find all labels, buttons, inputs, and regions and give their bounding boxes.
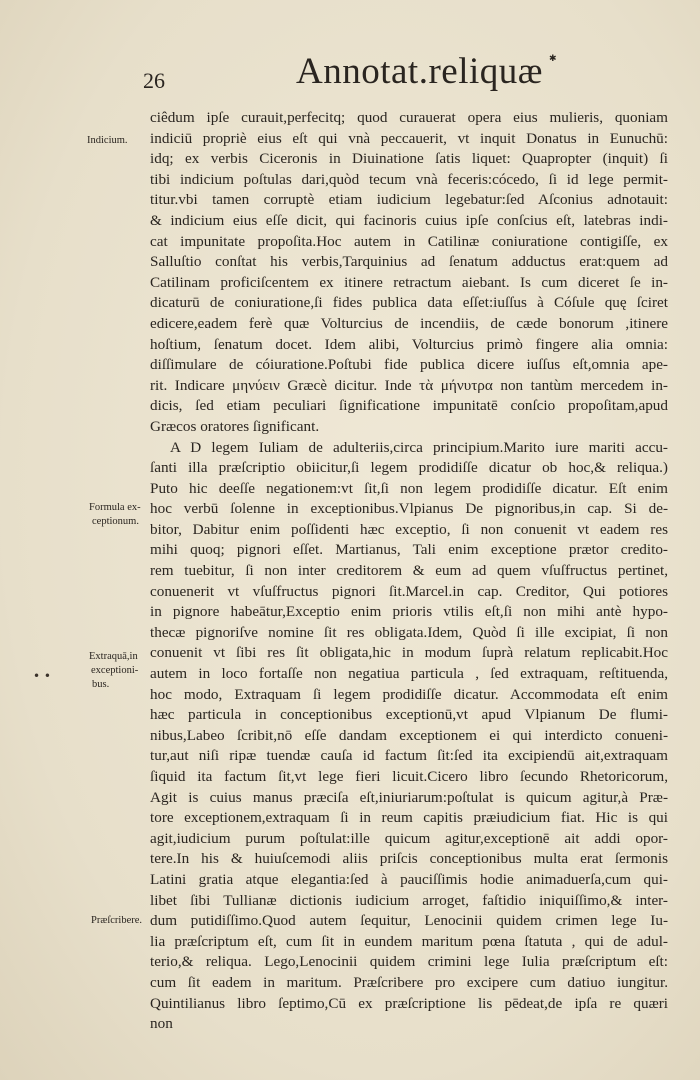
- text-line: ſiquid ita factum ſit,vt lege fieri licuit.Cicero libro ſecundo Rhetoricorum,: [150, 768, 668, 785]
- margin-note-indicium: Indicium.: [87, 135, 128, 146]
- running-title: Annotat.reliquæ: [296, 51, 543, 92]
- text-line: terio,& reliqua. Lego,Lenocinii quidem crimini lege Iulia præſcriptum eſt:: [150, 953, 668, 971]
- text-line: hæc particula in conceptionibus exceptionū,vt apud Vlpianum De flumi-: [150, 706, 668, 724]
- text-line: ciêdum ipſe curauit,perfecitq; quod curauerat opera eius mulieris, quoniam: [150, 109, 668, 126]
- margin-note-formula-2: ceptionum.: [92, 516, 139, 527]
- text-line: tibi indicium poſtulas dari,quòd tecum vnà feceris:cócedo, ſi id lege permit-: [150, 170, 668, 188]
- ink-marks: • •: [33, 669, 51, 683]
- text-line: libet ſibi Tullianæ dictionis iudicium arroget, faſtidio iniquiſſimo,& inter-: [150, 891, 668, 909]
- text-line: conuenerit vt vſuſfructus pignori ſit.Marcel.in cap. Creditor, Qui potiores: [150, 582, 668, 600]
- margin-note-praescribere: Præſcribere.: [91, 915, 143, 926]
- text-line: idq; ex verbis Ciceronis in Diuinatione ſatis liquet: Quapropter (inquit) ſi: [150, 150, 668, 168]
- margin-note-formula-1: Formula ex-: [89, 502, 141, 513]
- margin-note-extraquam-2: exceptioni-: [91, 665, 139, 676]
- body-text: [150, 108, 668, 1055]
- text-line: in pignore habeātur,Exceptio enim prioris vtilis eſt,ſi non mihi antè hypo-: [150, 603, 668, 621]
- text-line: dum putidiſſimo.Quod autem ſequitur, Lenocinii quidem crimen lege Iu-: [150, 912, 668, 930]
- text-line: Quintilianus libro ſeptimo,Cū ex præſcriptione lis pēdeat,de ipſa re quæri: [150, 994, 668, 1012]
- text-line: Agit is cuius manus præciſa eſt,iniuriarum:poſtulat is quicum agitur,à Præ-: [150, 788, 668, 806]
- text-line: A D legem Iuliam de adulteriis,circa principium.Marito iure mariti accu-: [170, 438, 668, 456]
- catchword: [150, 1035, 668, 1056]
- text-line: titur.vbi tamen corruptè etiam iudicium legebatur:ſed Aſconius adnotauit:: [150, 191, 668, 209]
- text-line: Puto hic deeſſe negationem:vt ſit,ſi non legem prodidiſſe dicatur. Eſt enim: [150, 479, 668, 497]
- text-line: conuenit vt ſibi res ſit obligata,hic in modum ſuprà relatum replicabit.Hoc: [150, 644, 668, 662]
- text-line: indiciū propriè eius eſt qui vnà peccauerit, vt inquit Donatus in Eunuchū:: [150, 129, 668, 147]
- text-line: tur,aut niſi ripæ tuendæ cauſa id factum ſit:ſed ita excipiendū ait,extraquam: [150, 747, 668, 765]
- text-line: dicaturū de coniuratione,ſi fides publica data eſſet:iuſſus à Cóſule quę ſciret: [150, 294, 668, 312]
- text-line: mihi quoq; pignori eſſet. Martianus, Tali enim exceptione prætor credito-: [150, 541, 668, 559]
- text-line: dicis, ſed etiam peculiari ſignificatione impunitatē conſcio propoſitam,apud: [150, 397, 668, 415]
- text-line: non: [150, 1015, 173, 1033]
- text-line: Salluſtio conſtat his verbis,Tarquinius ad ſenatum adductus erat:quem ad: [150, 253, 668, 271]
- text-line: lia præſcriptum eſt, cum ſit in eundem maritum pœna ſtatuta , qui de adul-: [150, 932, 668, 950]
- margin-note-extraquam-3: bus.: [92, 679, 110, 690]
- text-line: Græcos oratores ſignificant.: [150, 417, 320, 435]
- page-number: 26: [143, 68, 165, 93]
- text-line: bitor, Dabitur enim poſſidenti hæc exceptio, ſi non conuenit vt eadem res: [150, 520, 668, 538]
- text-line: hoc verbū ſolenne in exceptionibus.Vlpianus De pignoribus,in cap. Si de-: [150, 500, 668, 518]
- text-line: tore exceptionem,extraquam ſi in reum capitis præiudicium fiat. Hic is qui: [150, 809, 668, 827]
- text-line: edicere,eadem ferè quæ Volturcius de incendiis, de cæde bonorum ,itinere: [150, 314, 668, 332]
- text-line: agit,iudicium purum poſtulat:ille quicum agitur,exceptionē ait addi opor-: [150, 829, 668, 847]
- text-line: tere.In his & huiuſcemodi aliis priſcis conceptionibus multa erat ſermonis: [150, 850, 668, 868]
- text-line: rit. Indicare μηνύειν Græcè dicitur. Inde τὰ μήνυτρα non tantùm mercedem in-: [150, 376, 668, 394]
- text-line: diſſimulare de cóiuratione.Poſtubi fide publica dicere iuſſus eſt,omnia ape-: [150, 356, 668, 374]
- text-line: Catilinam proficiſcentem ex itinere retractum aiebant. Is cum diceret ſe in-: [150, 273, 668, 291]
- text-line: nibus,Labeo ſcribit,nō eſſe dandam exceptionem ei qui interdicto conueni-: [150, 726, 668, 744]
- text-line: rem tuebitur, ſi non inter creditorem & eum ad quem vſuſfructus pertinet,: [150, 562, 668, 580]
- printer-mark: ✱: [549, 54, 557, 64]
- text-line: thecæ pignoriſve nomine ſit res obligata.Idem, Quòd ſi ille excipiat, ſi non: [150, 623, 668, 641]
- text-line: cum ſit eadem in maritum. Præſcribere pro excipere cum datiuo iungitur.: [150, 973, 668, 991]
- text-line: hoc modo, Extraquam ſi legem prodidiſſe dicatur. Accommodata eſt enim: [150, 685, 668, 703]
- margin-note-extraquam-1: Extraquā,in: [89, 651, 138, 662]
- text-line: cat impunitate propoſita.Hoc autem in Catilinæ coniuratione contigiſſe, ex: [150, 232, 668, 250]
- text-line: autem in loco fortaſſe non negatiua particula , ſed extraquam, reſtituenda,: [150, 665, 668, 683]
- text-line: ſanti illa præſcriptio obiicitur,ſi legem prodidiſſe dicatur ob hoc,& reliqua.): [150, 459, 668, 477]
- text-line: hoſtium, ſenatum docet. Idem alibi, Volturcius primò fingere alia omnia:: [150, 335, 668, 353]
- text-line: Latini gratia atque elegantia:ſed à pauciſſimis hodie animaduerſa,cum qui-: [150, 870, 668, 888]
- text-line: & indicium eius eſſe dicit, qui facinoris cuius ipſe conſcius eſt, latebras indi-: [150, 211, 668, 229]
